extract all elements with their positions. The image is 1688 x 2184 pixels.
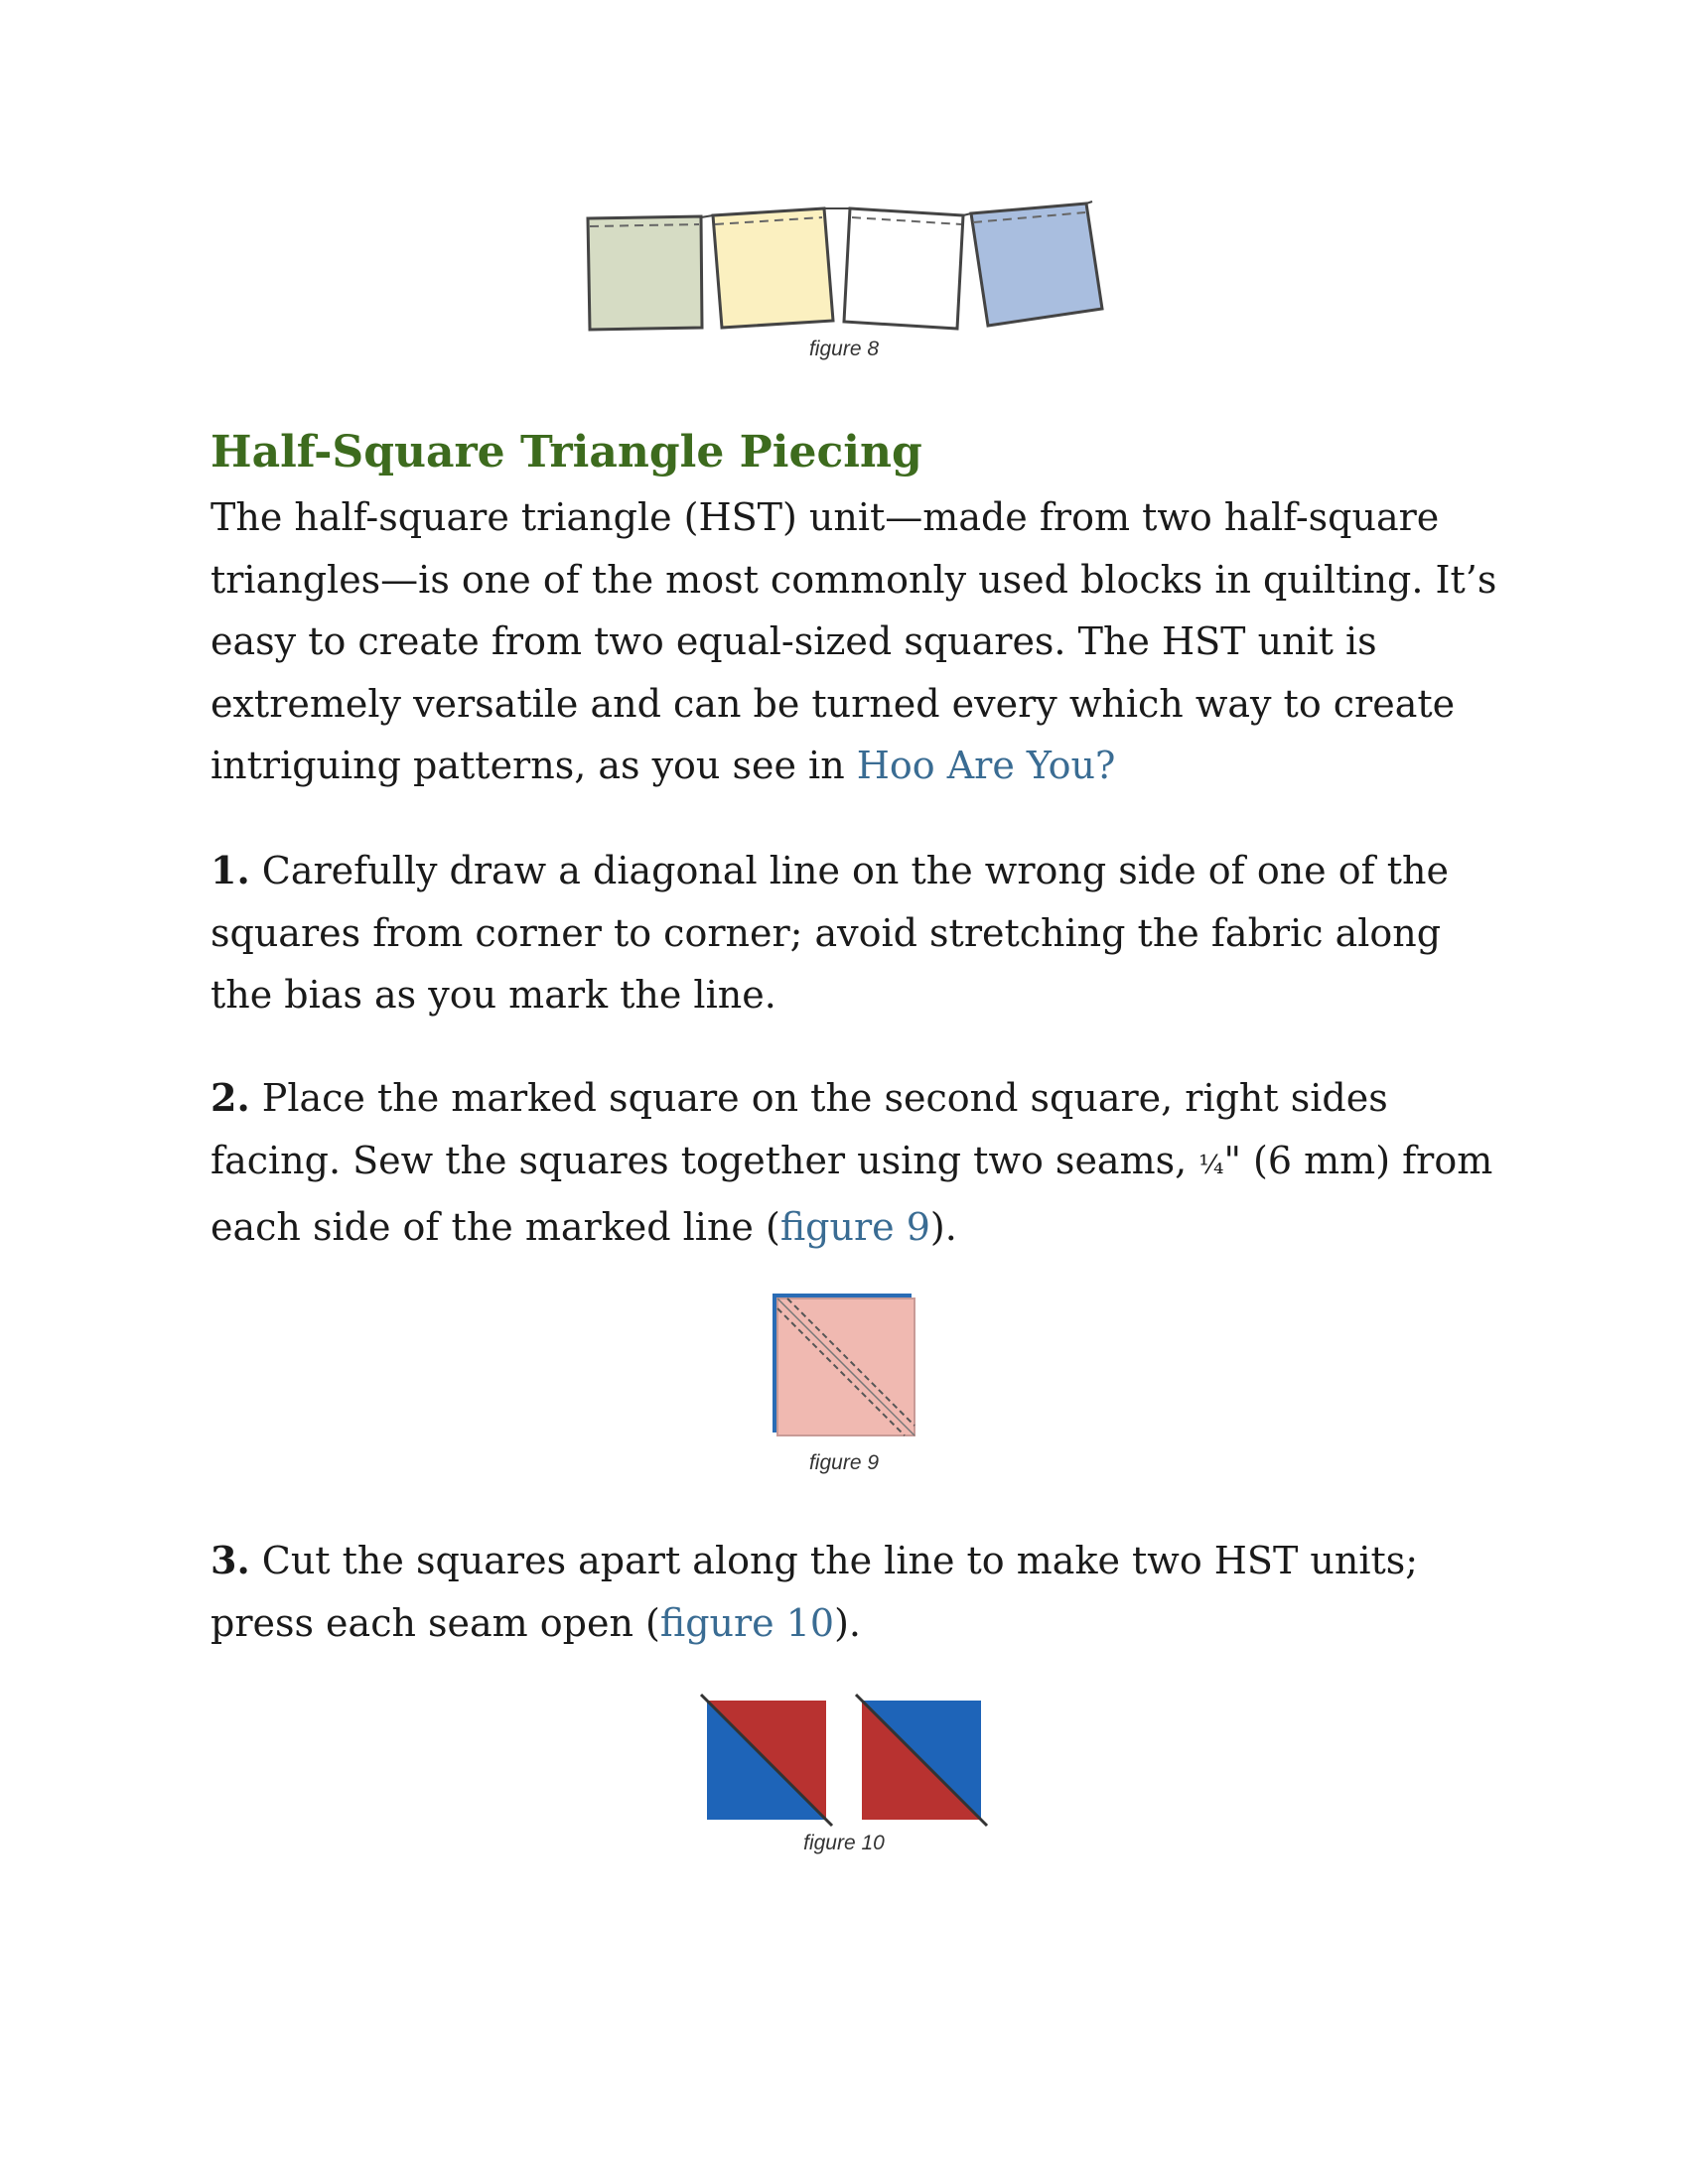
step-2-number: 2. [211, 1075, 250, 1120]
figure-8-caption: figure 8 [808, 338, 880, 360]
figure-10-illustration [695, 1688, 993, 1832]
quarter-inch-fraction: ¼ [1198, 1150, 1224, 1180]
step-2-text-middle: " (6 mm) from each side of the marked line ( [211, 1138, 1493, 1249]
figure-9-illustration [770, 1291, 918, 1439]
step-2-text-before: Place the marked square on the second square, right sides facing. Sew the squares together using two seams, [211, 1076, 1388, 1182]
fabric-square-blue [971, 204, 1102, 326]
step-3-text-after: ). [834, 1600, 862, 1645]
fabric-square-yellow [713, 208, 833, 328]
figure-9-caption: figure 9 [808, 1451, 880, 1474]
step-1-text: Carefully draw a diagonal line on the wrong side of one of the squares from corner to corner; avoid stretching the fabric along the bias as you mark the line. [211, 849, 1449, 1017]
step-3-text-before: Cut the squares apart along the line to make two HST units; press each seam open ( [211, 1539, 1419, 1645]
figure-10-caption: figure 10 [803, 1832, 885, 1854]
hst-unit-left [701, 1695, 832, 1826]
fabric-square-white [844, 208, 963, 329]
hst-unit-right [856, 1695, 987, 1826]
figure-8-illustration [576, 194, 1112, 338]
fabric-square-green [588, 216, 702, 330]
figure-9-link[interactable]: figure 9 [779, 1205, 930, 1249]
step-1-paragraph [211, 840, 1501, 1026]
intro-paragraph [211, 486, 1501, 797]
step-2-paragraph [211, 1067, 1501, 1259]
figure-10-link[interactable]: figure 10 [659, 1600, 835, 1645]
step-3-paragraph [211, 1530, 1501, 1654]
hoo-are-you-link[interactable]: Hoo Are You? [856, 744, 1116, 787]
step-1-number: 1. [211, 848, 250, 892]
intro-text: The half-square triangle (HST) unit—made from two half-square triangles—is one of the most commonly used blocks in quilting. It’s easy to create from two equal-sized squares. The HST unit is extremely versatile and can be turned every which way to create intriguing patterns, as you see in [211, 495, 1497, 787]
step-2-text-after: ). [929, 1205, 957, 1249]
step-3-number: 3. [211, 1538, 250, 1582]
section-heading: Half-Square Triangle Piecing [211, 427, 922, 478]
